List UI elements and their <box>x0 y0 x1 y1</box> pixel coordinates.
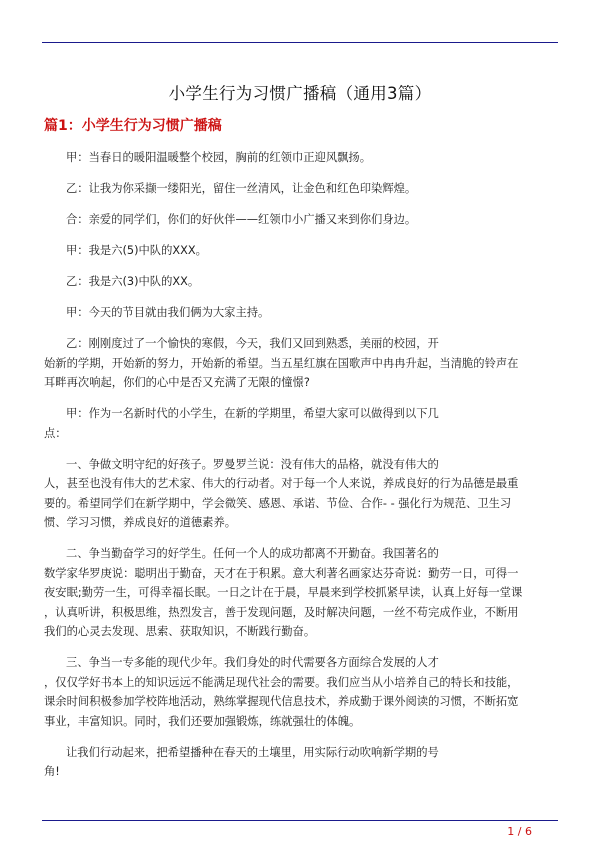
paragraph-line: 数学家华罗庚说：聪明出于勤奋，天才在于积累。意大利著名画家达芬奇说：勤劳一日，可得一 <box>44 566 519 580</box>
paragraph-line: 合：亲爱的同学们，你们的好伙伴——红领巾小广播又来到你们身边。 <box>66 213 417 226</box>
section-heading: 篇1：小学生行为习惯广播稿 <box>44 118 222 134</box>
paragraph-line: 始新的学期，开始新的努力，开始新的希望。当五星红旗在国歌声中冉冉升起，当清脆的铃声在 <box>44 356 519 370</box>
paragraph <box>44 334 556 393</box>
paragraph <box>44 148 556 168</box>
paragraph-line: ，认真听讲，积极思维，热烈发言，善于发现问题，及时解决问题，一丝不苟完成作业，不断用 <box>44 605 519 619</box>
paragraph-line: 甲：我是六(5)中队的XXX。 <box>66 244 207 257</box>
paragraph-line: 要的。希望同学们在新学期中，学会微笑、感恩、承诺、节俭、合作- - 强化行为规范、卫生习 <box>44 496 512 510</box>
paragraph-line: 乙：让我为你采撷一缕阳光，留住一丝清风，让金色和红色印染辉煌。 <box>66 182 417 195</box>
paragraph <box>44 241 556 261</box>
header-rule <box>42 42 558 43</box>
paragraph <box>44 210 556 230</box>
document-body <box>44 148 556 793</box>
paragraph-line: 甲：当春日的暖阳温暖整个校园，胸前的红领巾正迎风飘扬。 <box>66 151 372 164</box>
paragraph-line: 事业，丰富知识。同时，我们还要加强锻炼，练就强壮的体魄。 <box>44 714 361 728</box>
footer-rule <box>42 820 558 821</box>
page-number: 1 / 6 <box>507 825 532 838</box>
paragraph-line: 人，甚至也没有伟大的艺术家、伟大的行动者。对于每一个人来说，养成良好的行为品德是最重 <box>44 477 519 490</box>
paragraph <box>44 404 556 443</box>
paragraph <box>44 743 556 782</box>
paragraph-line: 点： <box>44 426 67 440</box>
paragraph-line: 乙：我是六(3)中队的XX。 <box>66 275 200 288</box>
paragraph-line: 三、争当一专多能的现代少年。我们身处的时代需要各方面综合发展的人才 <box>66 656 439 669</box>
paragraph-line: 甲：今天的节目就由我们俩为大家主持。 <box>66 306 270 319</box>
paragraph-line: 一、争做文明守纪的好孩子。罗曼罗兰说：没有伟大的品格，就没有伟大的 <box>66 457 439 471</box>
paragraph-line: 让我们行动起来，把希望播种在春天的土壤里，用实际行动吹响新学期的号 <box>66 745 439 759</box>
document-title: 小学生行为习惯广播稿（通用3篇） <box>168 84 432 103</box>
paragraph <box>44 653 556 731</box>
paragraph-line: 课余时间积极参加学校阵地活动，熟练掌握现代信息技术，养成勤于课外阅读的习惯，不断拓宽 <box>44 695 519 708</box>
paragraph-line: 角! <box>44 765 60 778</box>
paragraph-line: 乙：刚刚度过了一个愉快的寒假，今天，我们又回到熟悉，美丽的校园，开 <box>66 337 439 350</box>
paragraph <box>44 179 556 199</box>
paragraph-line: 甲：作为一名新时代的小学生，在新的学期里，希望大家可以做得到以下几 <box>66 407 439 420</box>
paragraph-line: 我们的心灵去发现、思索、获取知识，不断践行勤奋。 <box>44 625 316 638</box>
paragraph-line: 惯、学习习惯，养成良好的道德素养。 <box>44 516 237 529</box>
paragraph <box>44 303 556 323</box>
paragraph <box>44 272 556 292</box>
paragraph <box>44 455 556 533</box>
paragraph-line: ，仅仅学好书本上的知识远远不能满足现代社会的需要。我们应当从小培养自己的特长和技能， <box>44 675 519 689</box>
paragraph-line: 二、争当勤奋学习的好学生。任何一个人的成功都离不开勤奋。我国著名的 <box>66 547 439 560</box>
paragraph <box>44 544 556 642</box>
paragraph-line: 耳畔再次响起，你们的心中是否又充满了无限的憧憬? <box>44 376 310 389</box>
paragraph-line: 夜安眠;勤劳一生，可得幸福长眠。一日之计在于晨，早晨来到学校抓紧早读，认真上好每一堂课 <box>44 586 523 599</box>
